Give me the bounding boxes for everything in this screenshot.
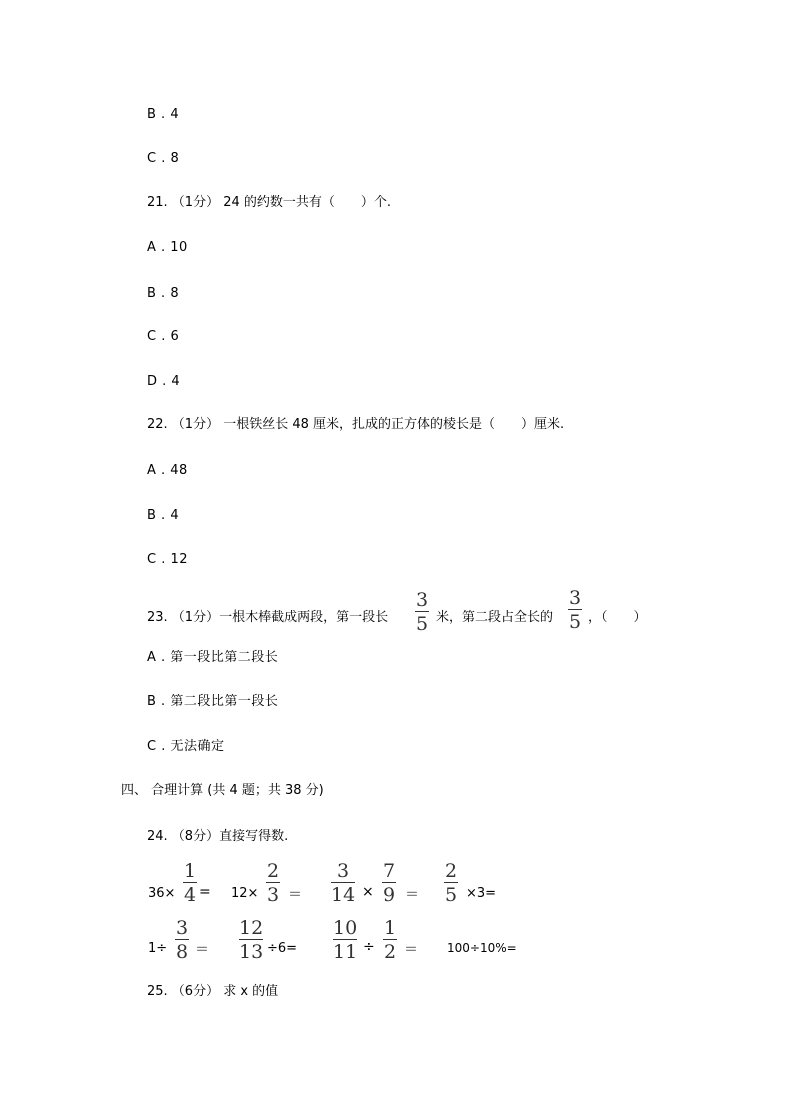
- numerator: 1: [183, 860, 197, 882]
- denominator: 5: [415, 613, 429, 635]
- option-b: B . 4: [147, 107, 180, 122]
- math-symbol: ＝: [405, 887, 419, 903]
- fraction-bar: [266, 882, 280, 883]
- fraction-bar: [568, 609, 582, 610]
- question-23-text-2: 米，第二段占全长的: [436, 610, 554, 625]
- fraction-bar: [383, 939, 397, 940]
- math-symbol: =: [199, 884, 211, 900]
- numerator: 3: [175, 917, 189, 939]
- numerator: 1: [383, 917, 397, 939]
- fraction-bar: [382, 882, 396, 883]
- math-symbol: ×: [362, 884, 374, 900]
- fraction-bar: [239, 939, 263, 940]
- fraction-bar: [415, 611, 429, 612]
- denominator: 8: [175, 941, 189, 963]
- option-c: C . 6: [147, 329, 180, 344]
- math-text: 1÷: [148, 941, 168, 956]
- math-text: 36×: [148, 886, 176, 901]
- fraction: [239, 918, 263, 962]
- denominator: 5: [568, 611, 582, 633]
- option-b: B . 第二段比第一段长: [147, 694, 279, 709]
- option-b: B . 8: [147, 286, 180, 301]
- fraction-bar: [175, 939, 189, 940]
- math-symbol: ＝: [404, 942, 418, 958]
- fraction: [175, 918, 189, 962]
- fraction: [333, 918, 357, 962]
- option-a: A . 10: [147, 240, 188, 255]
- fraction-bar: [444, 882, 458, 883]
- numerator: 7: [382, 860, 396, 882]
- numerator: 3: [336, 860, 350, 882]
- option-a: A . 48: [147, 463, 188, 478]
- question-24: 24. （8分）直接写得数.: [147, 829, 289, 844]
- fraction: [183, 861, 197, 905]
- fraction: [444, 861, 458, 905]
- option-c: C . 12: [147, 552, 189, 567]
- math-symbol: ＝: [288, 887, 302, 903]
- denominator: 3: [266, 884, 280, 906]
- denominator: 14: [331, 884, 356, 906]
- math-text: 12×: [231, 886, 259, 901]
- fraction: [383, 918, 397, 962]
- denominator: 13: [239, 941, 264, 963]
- numerator: 10: [333, 917, 358, 939]
- question-22: 22. （1分） 一根铁丝长 48 厘米，扎成的正方体的棱长是（ ）厘米.: [147, 417, 565, 432]
- option-d: D . 4: [147, 374, 181, 389]
- question-23-text-3: ，（ ）: [588, 610, 647, 625]
- numerator: 2: [444, 860, 458, 882]
- fraction: [266, 861, 280, 905]
- question-25: 25. （6分） 求 x 的值: [147, 984, 279, 999]
- fraction: [568, 588, 582, 632]
- fraction: [331, 861, 355, 905]
- math-text: ×3=: [466, 886, 497, 901]
- fraction: [415, 590, 429, 634]
- math-symbol: ＝: [195, 942, 209, 958]
- denominator: 9: [382, 884, 396, 906]
- math-symbol: ÷: [363, 939, 375, 955]
- option-b: B . 4: [147, 508, 180, 523]
- fraction-bar: [331, 882, 355, 883]
- fraction: [382, 861, 396, 905]
- option-c: C . 无法确定: [147, 739, 225, 754]
- section-heading: 四、 合理计算 (共 4 题；共 38 分): [121, 783, 324, 798]
- fraction-bar: [183, 882, 197, 883]
- question-23-text-1: 23. （1分）一根木棒截成两段，第一段长: [147, 610, 389, 625]
- denominator: 2: [383, 941, 397, 963]
- numerator: 2: [266, 860, 280, 882]
- question-21: 21. （1分） 24 的约数一共有（ ）个.: [147, 195, 392, 210]
- denominator: 4: [183, 884, 197, 906]
- numerator: 3: [415, 589, 429, 611]
- math-text: 100÷10%=: [447, 941, 517, 955]
- math-text: ÷6=: [267, 941, 298, 956]
- denominator: 11: [333, 941, 358, 963]
- numerator: 3: [568, 587, 582, 609]
- fraction-bar: [333, 939, 357, 940]
- option-a: A . 第一段比第二段长: [147, 650, 279, 665]
- denominator: 5: [444, 884, 458, 906]
- option-c: C . 8: [147, 151, 180, 166]
- numerator: 12: [239, 917, 264, 939]
